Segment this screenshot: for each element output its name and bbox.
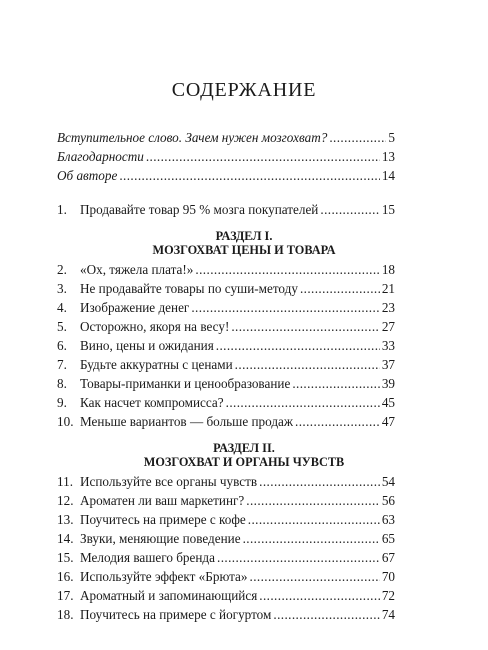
toc-entry-page: 70 [381, 569, 395, 584]
dot-leader [216, 337, 380, 355]
dot-leader [246, 492, 380, 510]
toc-entry-number: 9. [57, 395, 67, 410]
section-1-title: МОЗГОХВАТ ЦЕНЫ И ТОВАРА [152, 243, 336, 257]
toc-entry-number: 13. [57, 512, 74, 527]
toc-entry-chapter-13[interactable] [57, 511, 395, 529]
dot-leader [217, 549, 380, 567]
toc-entry-chapter-10[interactable] [57, 413, 395, 431]
toc-entry-label: Поучитесь на примере с йогуртом [80, 607, 272, 622]
toc-entry-chapter-1[interactable] [57, 201, 395, 219]
toc-entry-page: 27 [381, 319, 395, 334]
section-1-heading: РАЗДЕЛ I. [215, 229, 273, 243]
toc-entry-page: 15 [381, 202, 395, 217]
toc-entry-label: Звуки, меняющие поведение [80, 531, 241, 546]
dot-leader [191, 299, 379, 317]
toc-entry-foreword[interactable] [57, 129, 395, 147]
toc-entry-number: 16. [57, 569, 74, 584]
toc-entry-acknowledgements[interactable] [57, 148, 395, 166]
toc-entry-label: Товары-приманки и ценообразование [80, 376, 291, 391]
toc-entry-label: Изображение денег [80, 300, 190, 315]
toc-entry-number: 17. [57, 588, 74, 603]
toc-entry-page: 33 [381, 338, 395, 353]
toc-entry-about-author[interactable] [57, 167, 395, 185]
dot-leader [248, 511, 380, 529]
dot-leader [259, 587, 380, 605]
toc-entry-page: 18 [381, 262, 395, 277]
toc-entry-chapter-9[interactable] [57, 394, 395, 412]
toc-entry-page: 67 [381, 550, 395, 565]
toc-entry-label: Мелодия вашего бренда [80, 550, 215, 565]
toc-entry-chapter-5[interactable] [57, 318, 395, 336]
toc-entry-page: 65 [381, 531, 395, 546]
toc-entry-label: Благодарности [57, 149, 144, 164]
toc-entry-page: 14 [381, 168, 395, 183]
toc-entry-page: 37 [381, 357, 395, 372]
toc-entry-number: 15. [57, 550, 74, 565]
toc-entry-label: Ароматный и запоминающийся [80, 588, 258, 603]
toc-entry-page: 56 [381, 493, 395, 508]
dot-leader [235, 356, 380, 374]
toc-entry-page: 39 [381, 376, 395, 391]
page-title: СОДЕРЖАНИЕ [171, 79, 317, 101]
dot-leader [300, 280, 380, 298]
toc-entry-label: Как насчет компромисса? [80, 395, 224, 410]
toc-entry-label: Продавайте товар 95 % мозга покупателей [80, 202, 319, 217]
section-2-title: МОЗГОХВАТ И ОРГАНЫ ЧУВСТВ [143, 455, 345, 469]
toc-entry-label: Осторожно, якоря на весу! [80, 319, 230, 334]
toc-entry-chapter-3[interactable] [57, 280, 395, 298]
toc-entry-page: 45 [381, 395, 395, 410]
toc-entry-number: 10. [57, 414, 74, 429]
toc-entry-chapter-7[interactable] [57, 356, 395, 374]
toc-entry-label: Не продавайте товары по суши-методу [80, 281, 298, 296]
dot-leader [320, 201, 379, 219]
dot-leader [273, 606, 379, 624]
toc-entry-chapter-6[interactable] [57, 337, 395, 355]
toc-entry-number: 6. [57, 338, 67, 353]
toc-entry-number: 4. [57, 300, 67, 315]
toc-entry-chapter-12[interactable] [57, 492, 395, 510]
toc-entry-number: 8. [57, 376, 67, 391]
toc-entry-page: 72 [381, 588, 395, 603]
toc-entry-page: 21 [381, 281, 395, 296]
dot-leader [292, 375, 380, 393]
toc-entry-label: Ароматен ли ваш маркетинг? [80, 493, 245, 508]
toc-entry-page: 5 [388, 130, 395, 145]
toc-entry-number: 5. [57, 319, 67, 334]
toc-entry-page: 54 [381, 474, 395, 489]
toc-entry-number: 12. [57, 493, 74, 508]
toc-entry-label: Используйте эффект «Брюта» [80, 569, 248, 584]
toc-entry-label: Вступительное слово. Зачем нужен мозгохват? [57, 130, 328, 145]
toc-entry-label: Будьте аккуратны с ценами [80, 357, 233, 372]
toc-entry-number: 1. [57, 202, 67, 217]
dot-leader [250, 568, 380, 586]
dot-leader [119, 167, 379, 185]
dot-leader [295, 413, 380, 431]
toc-entry-chapter-4[interactable] [57, 299, 395, 317]
toc-entry-label: Об авторе [57, 168, 118, 183]
toc-entry-chapter-11[interactable] [57, 473, 395, 491]
toc-entry-label: Меньше вариантов — больше продаж [80, 414, 294, 429]
toc-entry-chapter-15[interactable] [57, 549, 395, 567]
dot-leader [146, 148, 380, 166]
toc-entry-label: «Ох, тяжела плата!» [80, 262, 194, 277]
dot-leader [259, 473, 380, 491]
dot-leader [231, 318, 379, 336]
toc-entry-label: Используйте все органы чувств [80, 474, 258, 489]
toc-entry-number: 3. [57, 281, 67, 296]
toc-entry-number: 14. [57, 531, 74, 546]
toc-entry-chapter-2[interactable] [57, 261, 395, 279]
toc-entry-number: 18. [57, 607, 74, 622]
toc-entry-page: 23 [381, 300, 395, 315]
toc-entry-number: 7. [57, 357, 67, 372]
toc-entry-page: 47 [381, 414, 395, 429]
toc-entry-chapter-8[interactable] [57, 375, 395, 393]
toc-entry-chapter-14[interactable] [57, 530, 395, 548]
toc-entry-chapter-16[interactable] [57, 568, 395, 586]
toc-entry-chapter-18[interactable] [57, 606, 395, 624]
toc-entry-page: 13 [381, 149, 395, 164]
dot-leader [243, 530, 380, 548]
toc-entry-label: Поучитесь на примере с кофе [80, 512, 246, 527]
section-2-heading: РАЗДЕЛ II. [213, 441, 275, 455]
dot-leader [195, 261, 379, 279]
dot-leader [226, 394, 380, 412]
toc-entry-chapter-17[interactable] [57, 587, 395, 605]
toc-entry-page: 74 [381, 607, 395, 622]
toc-entry-number: 11. [57, 474, 73, 489]
dot-leader [329, 129, 386, 147]
toc-entry-label: Вино, цены и ожидания [80, 338, 214, 353]
toc-entry-page: 63 [381, 512, 395, 527]
toc-entry-number: 2. [57, 262, 67, 277]
